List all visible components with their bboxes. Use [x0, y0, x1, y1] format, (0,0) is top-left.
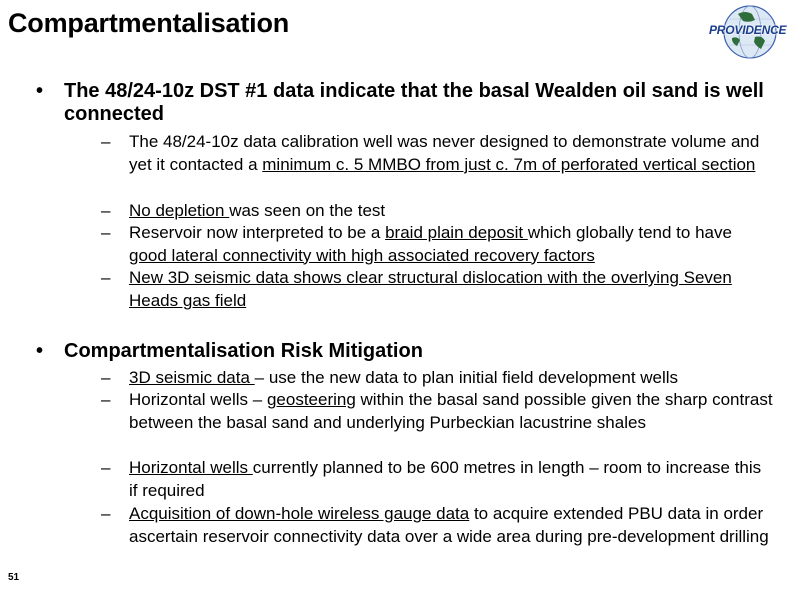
text-run: The 48/24-10z data calibration well was never designed to demonstrate volume and yet it contacted a — [129, 132, 760, 174]
underlined-phrase: geosteering — [266, 390, 356, 409]
sub-bullet-dash: – — [101, 132, 111, 151]
underlined-phrase: No depletion — [129, 201, 230, 220]
text-run: Horizontal wells – — [129, 390, 267, 409]
text-run: – use the new data to plan initial field development wells — [254, 368, 679, 387]
underlined-phrase: New 3D seismic data shows clear structural dislocation with the overlying Seven Heads gas field — [129, 268, 732, 310]
text-run: currently planned to be 600 metres in length – room to increase this if required — [129, 458, 762, 500]
sub-bullet-item — [129, 457, 774, 502]
underlined-phrase: good lateral connectivity with high associated recovery factors — [129, 245, 595, 265]
text-run: Reservoir now interpreted to be a — [129, 223, 386, 242]
sub-bullet-dash: – — [101, 268, 111, 287]
underlined-phrase: Acquisition of down-hole wireless gauge data — [129, 504, 470, 523]
sub-bullet-item — [129, 200, 774, 223]
sub-bullet-item — [129, 367, 774, 390]
bullet-marker: • — [36, 80, 44, 102]
sub-bullet-dash: – — [101, 223, 111, 242]
text-run: within the basal sand possible given the sharp contrast between the basal sand and underlying Purbeckian lacustrine shales — [129, 390, 773, 432]
sub-bullet-dash: – — [101, 390, 111, 409]
sub-bullet-item — [129, 222, 774, 267]
sub-bullet-dash: – — [101, 368, 111, 387]
text-run: to acquire extended PBU data in order ascertain reservoir connectivity data over a wide area during pre-development drilling — [129, 504, 769, 546]
logo-wordmark: PROVIDENCE — [709, 23, 787, 37]
section-heading: The 48/24-10z DST #1 data indicate that the basal Wealden oil sand is well connected — [64, 80, 764, 125]
sub-bullet-item — [129, 389, 774, 434]
text-run: was seen on the test — [229, 201, 386, 220]
bullet-marker: • — [36, 340, 44, 362]
sub-bullet-dash: – — [101, 458, 111, 477]
underlined-phrase: Horizontal wells — [129, 458, 253, 477]
sub-bullet-item — [129, 503, 774, 548]
sub-bullet-item — [129, 131, 774, 176]
page-number: 51 — [8, 572, 20, 583]
section-heading: Compartmentalisation Risk Mitigation — [64, 340, 423, 362]
text-run: which globally tend to have — [527, 223, 732, 242]
sub-bullet-item — [129, 267, 774, 312]
underlined-phrase: 3D seismic data — [129, 368, 255, 387]
sub-bullet-dash: – — [101, 504, 111, 523]
underlined-phrase: braid plain deposit — [385, 223, 528, 242]
slide-title: Compartmentalisation — [8, 8, 290, 38]
sub-bullet-dash: – — [101, 201, 111, 220]
underlined-phrase: minimum c. 5 MMBO from just c. 7m of perforated vertical section — [262, 154, 756, 174]
